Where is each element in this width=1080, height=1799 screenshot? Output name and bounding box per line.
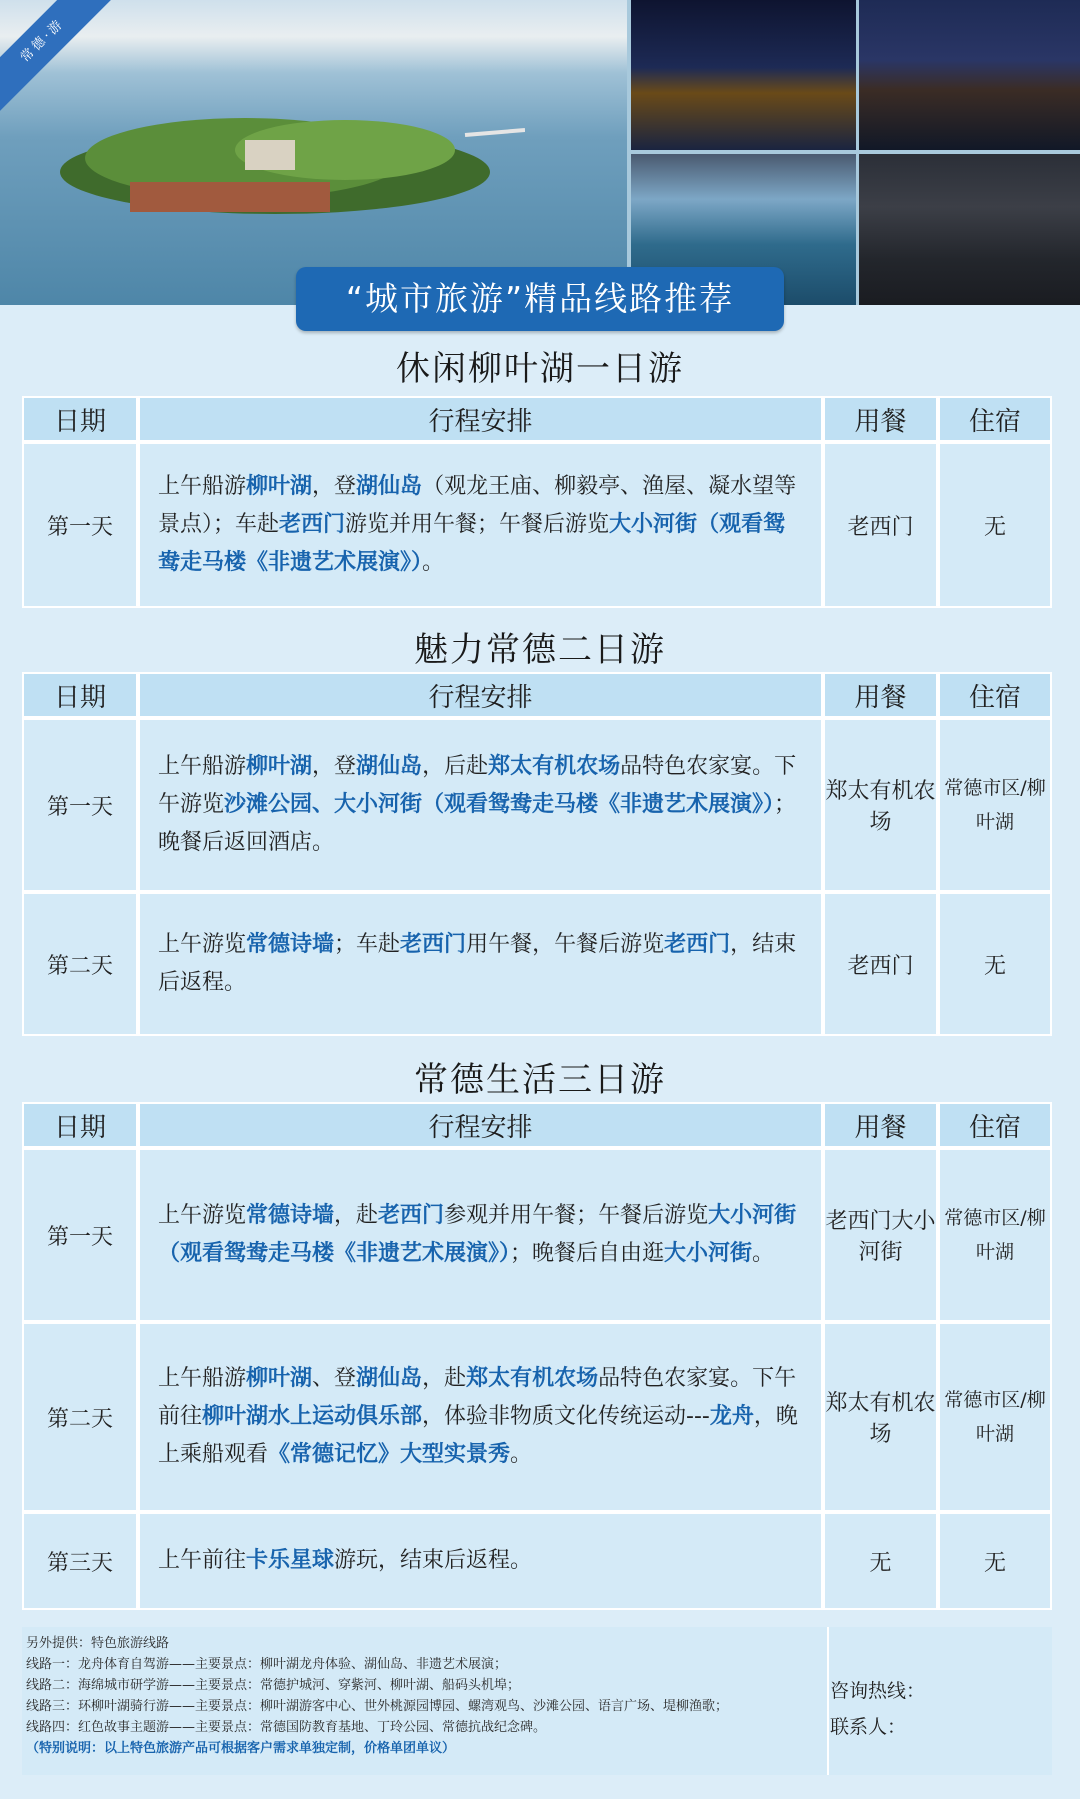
extra-routes-box bbox=[22, 1627, 1052, 1775]
plan-text: 用午餐，午餐后游览 bbox=[466, 932, 665, 957]
plan-text: ，后赴 bbox=[422, 754, 489, 779]
stay-cell: 常德市区/柳叶湖 bbox=[938, 718, 1052, 892]
plan-text: 上午游览 bbox=[158, 932, 247, 957]
old-street-photo bbox=[859, 154, 1080, 305]
table-row bbox=[22, 718, 1052, 892]
stay-cell: 无 bbox=[938, 442, 1052, 608]
stay-cell: 无 bbox=[938, 892, 1052, 1036]
plan-text: 品特色农家宴。下午游览 bbox=[158, 754, 797, 817]
day-cell: 第二天 bbox=[22, 1322, 138, 1512]
day-cell: 第一天 bbox=[22, 718, 138, 892]
stay-cell: 常德市区/柳叶湖 bbox=[938, 1148, 1052, 1322]
highlight-text: 老西门 bbox=[400, 932, 467, 957]
contact-label: 联系人： bbox=[830, 1716, 907, 1738]
plan-text: 品特色农家宴。下午前往 bbox=[158, 1366, 797, 1429]
plan-cell bbox=[138, 1512, 823, 1610]
plan-text: 上午游览 bbox=[158, 1203, 247, 1228]
header-meal: 用餐 bbox=[823, 672, 938, 718]
route2-table bbox=[22, 672, 1052, 1036]
highlight-text: 湖仙岛 bbox=[356, 754, 423, 779]
route2-title: 魅力常德二日游 bbox=[414, 630, 666, 670]
extra-routes-list bbox=[26, 1633, 826, 1759]
highlight-text: 柳叶湖 bbox=[246, 754, 313, 779]
day-cell: 第二天 bbox=[22, 892, 138, 1036]
plan-text: ，登 bbox=[312, 754, 357, 779]
contact-box bbox=[830, 1673, 1030, 1745]
route-line-2: 线路二：海绵城市研学游——主要景点：常德护城河、穿紫河、柳叶湖、船码头机埠； bbox=[26, 1678, 521, 1693]
island-illustration bbox=[45, 100, 525, 220]
plan-text: ，赴 bbox=[334, 1203, 379, 1228]
plan-cell bbox=[138, 1322, 823, 1512]
highlight-text: 柳叶湖 bbox=[246, 474, 313, 499]
header-plan: 行程安排 bbox=[138, 396, 823, 442]
highlight-text: 大小河街（观看鸳鸯走马楼《非遗艺术展演》） bbox=[158, 1203, 797, 1266]
meal-cell: 老西门大小河街 bbox=[823, 1148, 938, 1322]
plan-cell bbox=[138, 892, 823, 1036]
highlight-text: 老西门 bbox=[378, 1203, 445, 1228]
day-cell: 第一天 bbox=[22, 1148, 138, 1322]
stay-cell: 常德市区/柳叶湖 bbox=[938, 1322, 1052, 1512]
day-cell: 第三天 bbox=[22, 1512, 138, 1610]
plan-text: 。 bbox=[752, 1241, 775, 1266]
highlight-text: 柳叶湖水上运动俱乐部 bbox=[202, 1404, 423, 1429]
night-riverfront-photo bbox=[631, 0, 856, 150]
header-day: 日期 bbox=[22, 396, 138, 442]
route3-title: 常德生活三日游 bbox=[414, 1060, 666, 1100]
plan-text: ，登 bbox=[312, 474, 357, 499]
plan-text: ，晚上乘船观看 bbox=[158, 1404, 798, 1467]
header-stay: 住宿 bbox=[938, 396, 1052, 442]
highlight-text: 湖仙岛 bbox=[356, 474, 423, 499]
route1-title: 休闲柳叶湖一日游 bbox=[396, 349, 684, 389]
plan-text: ；车赴 bbox=[334, 932, 401, 957]
lake-island-photo bbox=[0, 0, 627, 305]
header-day: 日期 bbox=[22, 672, 138, 718]
route3-table bbox=[22, 1102, 1052, 1610]
meal-cell: 郑太有机农场 bbox=[823, 718, 938, 892]
night-building-photo bbox=[859, 0, 1080, 150]
photo-banner bbox=[0, 0, 1080, 305]
plan-text: 上午船游 bbox=[158, 1366, 247, 1391]
route-line-1: 线路一：龙舟体育自驾游——主要景点：柳叶湖龙舟体验、湖仙岛、非遗艺术展演； bbox=[26, 1657, 508, 1672]
divider bbox=[827, 1627, 829, 1775]
route-line-4: 线路四：红色故事主题游——主要景点：常德国防教育基地、丁玲公园、常德抗战纪念碑。 bbox=[26, 1720, 547, 1735]
highlight-text: 柳叶湖 bbox=[246, 1366, 313, 1391]
highlight-text: 大小河街 bbox=[609, 512, 698, 537]
highlight-text: （观看鸳鸯走马楼《非遗艺术展演》） bbox=[158, 512, 786, 575]
plan-cell bbox=[138, 718, 823, 892]
plan-text: 上午船游 bbox=[158, 474, 247, 499]
table-row bbox=[22, 1148, 1052, 1322]
route1-table bbox=[22, 396, 1052, 608]
meal-cell: 老西门 bbox=[823, 892, 938, 1036]
table-row bbox=[22, 1512, 1052, 1610]
plan-text: 、登 bbox=[312, 1366, 357, 1391]
highlight-text: 郑太有机农场 bbox=[466, 1366, 599, 1391]
highlight-text: 沙滩公园、大小河街（观看鸳鸯走马楼《非遗艺术展演》） bbox=[224, 792, 775, 817]
plan-text: 游览并用午餐；午餐后游览 bbox=[345, 512, 610, 537]
plan-text: ，结束后返程。 bbox=[158, 932, 797, 995]
page-title: “城市旅游”精品线路推荐 bbox=[296, 267, 784, 331]
corner-tag: 常德·游 bbox=[0, 0, 117, 115]
highlight-text: 卡乐星球 bbox=[246, 1548, 335, 1573]
plan-text: （观龙王庙、柳毅亭、渔屋、凝水望等景点）；车赴 bbox=[158, 474, 797, 537]
stay-cell: 无 bbox=[938, 1512, 1052, 1610]
meal-cell: 无 bbox=[823, 1512, 938, 1610]
meal-cell: 老西门 bbox=[823, 442, 938, 608]
header-meal: 用餐 bbox=[823, 396, 938, 442]
table-row bbox=[22, 892, 1052, 1036]
special-note: （特别说明：以上特色旅游产品可根据客户需求单独定制，价格单团单议） bbox=[26, 1741, 456, 1756]
plan-cell bbox=[138, 1148, 823, 1322]
plan-text: 上午前往 bbox=[158, 1548, 247, 1573]
header-stay: 住宿 bbox=[938, 1102, 1052, 1148]
header-day: 日期 bbox=[22, 1102, 138, 1148]
highlight-text: 龙舟 bbox=[709, 1404, 754, 1429]
plan-text: ；晚餐后自由逛 bbox=[510, 1241, 665, 1266]
highlight-text: 老西门 bbox=[664, 932, 731, 957]
plan-text: ，赴 bbox=[422, 1366, 467, 1391]
header-stay: 住宿 bbox=[938, 672, 1052, 718]
header-plan: 行程安排 bbox=[138, 1102, 823, 1148]
highlight-text: 湖仙岛 bbox=[356, 1366, 423, 1391]
plan-cell bbox=[138, 442, 823, 608]
table-row bbox=[22, 1322, 1052, 1512]
highlight-text: 郑太有机农场 bbox=[488, 754, 621, 779]
highlight-text: 常德诗墙 bbox=[246, 932, 335, 957]
plan-text: ；晚餐后返回酒店。 bbox=[158, 792, 797, 855]
plan-text: 上午船游 bbox=[158, 754, 247, 779]
day-cell: 第一天 bbox=[22, 442, 138, 608]
header-meal: 用餐 bbox=[823, 1102, 938, 1148]
highlight-text: 《常德记忆》大型实景秀 bbox=[268, 1442, 511, 1467]
highlight-text: 老西门 bbox=[279, 512, 346, 537]
route-line-3: 线路三：环柳叶湖骑行游——主要景点：柳叶湖游客中心、世外桃源园博园、螺湾观鸟、沙滩公园、语言广场、堤柳渔歌； bbox=[26, 1699, 729, 1714]
meal-cell: 郑太有机农场 bbox=[823, 1322, 938, 1512]
header-plan: 行程安排 bbox=[138, 672, 823, 718]
extra-routes-heading: 另外提供：特色旅游线路 bbox=[26, 1636, 170, 1651]
plan-text: ，体验非物质文化传统运动--- bbox=[422, 1404, 710, 1429]
plan-text: 。 bbox=[510, 1442, 533, 1467]
hotline-label: 咨询热线： bbox=[830, 1680, 926, 1702]
highlight-text: 大小河街 bbox=[664, 1241, 753, 1266]
plan-text: 。 bbox=[422, 550, 445, 575]
table-row bbox=[22, 442, 1052, 608]
plan-text: 参观并用午餐；午餐后游览 bbox=[444, 1203, 709, 1228]
plan-text: 游玩，结束后返程。 bbox=[334, 1548, 533, 1573]
highlight-text: 常德诗墙 bbox=[246, 1203, 335, 1228]
